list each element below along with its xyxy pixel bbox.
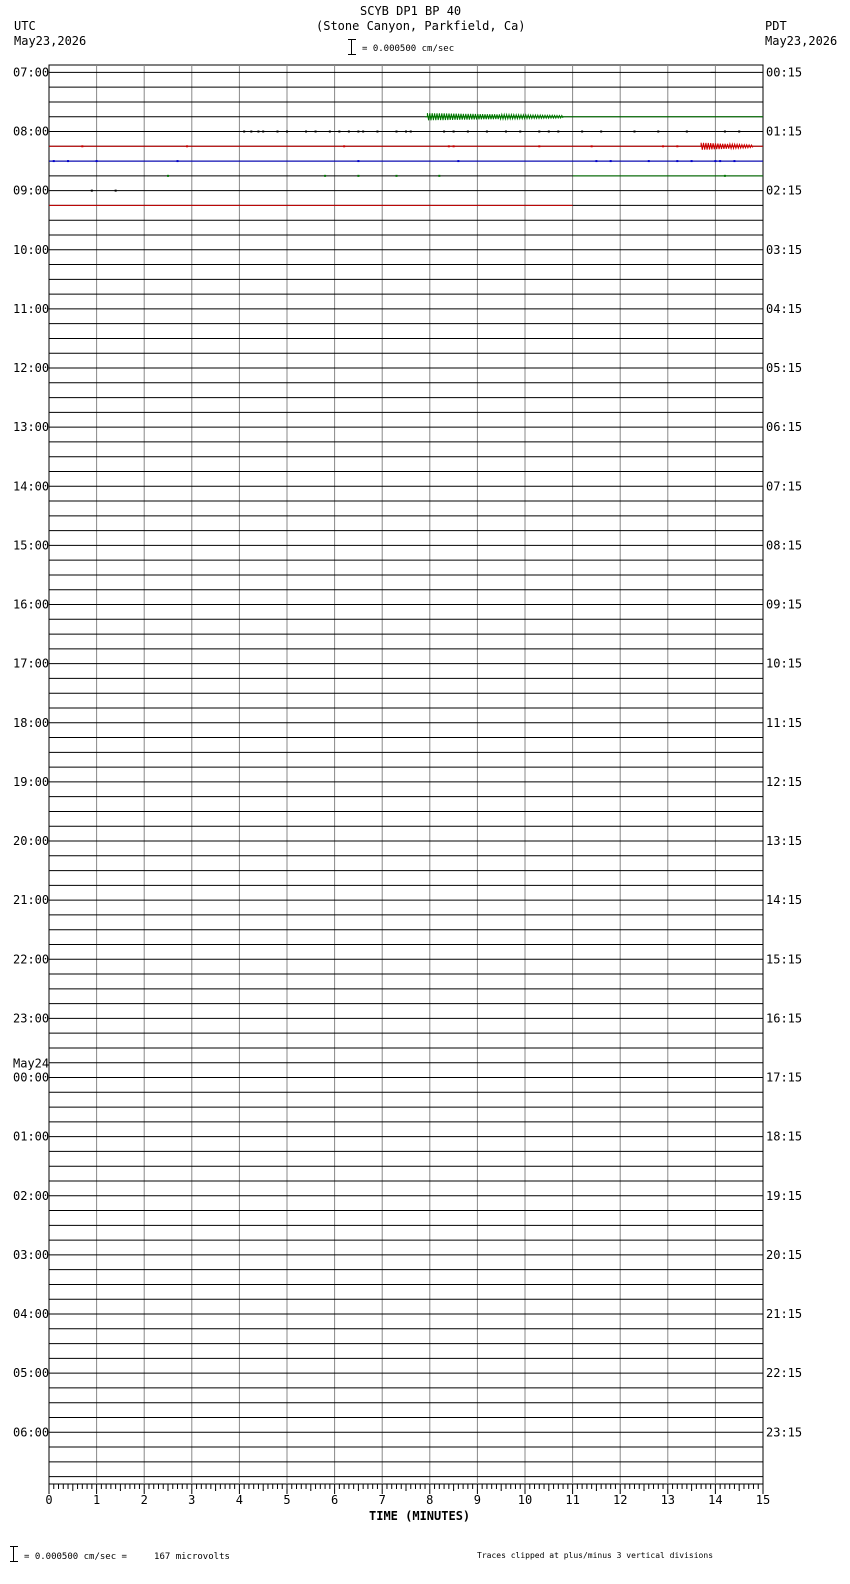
footer-scale-icon — [10, 1546, 18, 1562]
pdt-hour-label: 18:15 — [766, 1129, 803, 1144]
utc-hour-label: 22:00 — [13, 952, 50, 967]
pdt-hour-label: 01:15 — [766, 124, 803, 139]
pdt-hour-label: 21:15 — [766, 1307, 803, 1322]
utc-hour-label: 05:00 — [13, 1366, 50, 1381]
x-tick-label: 2 — [140, 1493, 148, 1507]
utc-hour-label: 12:00 — [13, 361, 50, 376]
utc-hour-label: 00:00 — [13, 1070, 50, 1085]
pdt-hour-label: 15:15 — [766, 952, 803, 967]
utc-hour-label: 06:00 — [13, 1425, 50, 1440]
pdt-hour-label: 09:15 — [766, 597, 803, 612]
chart-title: SCYB DP1 BP 40 — [360, 4, 462, 18]
utc-hour-label: 21:00 — [13, 893, 50, 908]
pdt-hour-label: 04:15 — [766, 301, 803, 316]
pdt-hour-label: 16:15 — [766, 1011, 803, 1026]
pdt-hour-label: 13:15 — [766, 834, 803, 849]
pdt-hour-label: 19:15 — [766, 1188, 803, 1203]
pdt-hour-label: 14:15 — [766, 893, 803, 908]
utc-hour-label: 19:00 — [13, 774, 50, 789]
x-tick-label: 1 — [92, 1493, 101, 1507]
x-tick-label: 11 — [565, 1493, 580, 1507]
x-tick-label: 8 — [426, 1493, 434, 1507]
utc-hour-label: 02:00 — [13, 1188, 50, 1203]
clip-note: Traces clipped at plus/minus 3 vertical divisions — [477, 1551, 714, 1560]
pdt-hour-label: 17:15 — [766, 1070, 803, 1085]
pdt-hour-label: 22:15 — [766, 1366, 803, 1381]
pdt-hour-label: 12:15 — [766, 774, 803, 789]
pdt-hour-label: 11:15 — [766, 715, 803, 730]
pdt-hour-label: 10:15 — [766, 656, 803, 671]
date-change-label: May24 — [13, 1056, 50, 1071]
utc-hour-label: 15:00 — [13, 538, 50, 553]
x-tick-label: 15 — [755, 1493, 771, 1507]
utc-hour-label: 01:00 — [13, 1129, 50, 1144]
pdt-hour-label: 08:15 — [766, 538, 803, 553]
x-tick-label: 12 — [612, 1493, 628, 1507]
pdt-hour-label: 06:15 — [766, 420, 803, 435]
pdt-hour-label: 20:15 — [766, 1247, 803, 1262]
x-tick-label: 10 — [517, 1493, 533, 1507]
x-tick-label: 7 — [378, 1493, 386, 1507]
utc-hour-label: 07:00 — [13, 65, 50, 80]
scale-text: = 0.000500 cm/sec — [362, 44, 455, 54]
utc-hour-label: 03:00 — [13, 1247, 50, 1262]
utc-zone-label: UTC — [14, 19, 36, 33]
x-tick-label: 14 — [708, 1493, 723, 1507]
plot-frame — [49, 65, 763, 1484]
utc-hour-label: 14:00 — [13, 479, 50, 494]
utc-hour-label: 23:00 — [13, 1011, 50, 1026]
x-axis-label: TIME (MINUTES) — [369, 1509, 471, 1523]
utc-hour-label: 16:00 — [13, 597, 50, 612]
utc-hour-label: 09:00 — [13, 183, 50, 198]
trace-event-waveform — [701, 143, 753, 150]
x-tick-label: 3 — [188, 1493, 196, 1507]
x-tick-label: 4 — [235, 1493, 244, 1507]
utc-hour-label: 17:00 — [13, 656, 50, 671]
pdt-hour-label: 03:15 — [766, 242, 803, 257]
pdt-hour-label: 00:15 — [766, 65, 803, 80]
pdt-hour-label: 02:15 — [766, 183, 803, 198]
footer-scale-text: = 0.000500 cm/sec = 167 microvolts — [24, 1552, 230, 1562]
pdt-zone-label: PDT — [765, 19, 787, 33]
pdt-hour-label: 23:15 — [766, 1425, 803, 1440]
utc-hour-label: 11:00 — [13, 301, 50, 316]
x-tick-label: 13 — [660, 1493, 676, 1507]
pdt-hour-label: 05:15 — [766, 361, 803, 376]
utc-hour-label: 08:00 — [13, 124, 50, 139]
utc-hour-label: 04:00 — [13, 1307, 50, 1322]
pdt-date-label: May23,2026 — [765, 34, 838, 48]
x-tick-label: 6 — [330, 1493, 339, 1507]
pdt-hour-label: 07:15 — [766, 479, 803, 494]
utc-hour-label: 20:00 — [13, 834, 50, 849]
utc-hour-label: 13:00 — [13, 420, 50, 435]
x-tick-label: 0 — [45, 1493, 53, 1507]
x-tick-label: 9 — [473, 1493, 482, 1507]
utc-hour-label: 18:00 — [13, 715, 50, 730]
utc-hour-label: 10:00 — [13, 242, 50, 257]
utc-date-label: May23,2026 — [14, 34, 87, 48]
chart-subtitle: (Stone Canyon, Parkfield, Ca) — [316, 19, 526, 33]
x-tick-label: 5 — [283, 1493, 291, 1507]
